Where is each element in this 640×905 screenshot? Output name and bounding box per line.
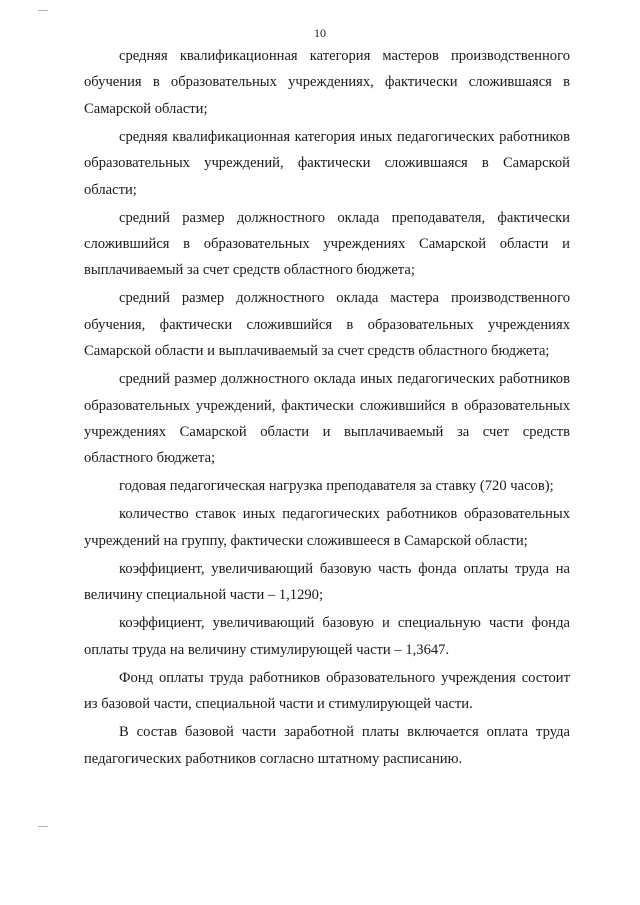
paragraph-stimulating-coefficient: коэффициент, увеличивающий базовую и специальную части фонда оплаты труда на величину стимулирующей части – 1,3647.	[84, 615, 570, 658]
paragraph-special-coefficient: коэффициент, увеличивающий базовую часть фонда оплаты труда на величину специальной части – 1,1290;	[84, 560, 570, 604]
paragraph-teacher-salary: средний размер должностного оклада преподавателя, фактически сложившийся в образовательных учреждениях Самарской области и выплачиваемый за счет средств областного бюджета;	[84, 209, 570, 279]
document-body	[84, 43, 570, 774]
scan-margin-mark	[38, 826, 48, 827]
paragraph-annual-load: годовая педагогическая нагрузка преподавателя за ставку (720 часов);	[119, 478, 554, 495]
paragraph-other-staff-category: средняя квалификационная категория иных педагогических работников образовательных учреждений, фактически сложившаяся в Самарской области;	[84, 128, 570, 198]
paragraph-masters-category: средняя квалификационная категория мастеров производственного обучения в образовательных учреждениях, фактически сложившаяся в Самарской области;	[84, 48, 570, 117]
paragraph-staff-rates: количество ставок иных педагогических работников образовательных учреждений на группу, фактически сложившееся в Самарской области;	[84, 506, 570, 549]
page-number: 10	[314, 26, 326, 40]
paragraph-payroll-fund: Фонд оплаты труда работников образовательного учреждения состоит из базовой части, специальной части и стимулирующей части.	[84, 669, 570, 713]
paragraph-base-part: В состав базовой части заработной платы включается оплата труда педагогических работников согласно штатному расписанию.	[84, 724, 570, 767]
paragraph-other-staff-salary: средний размер должностного оклада иных педагогических работников образовательных учреждений, фактически сложившийся в образовательных учреждениях Самарской области и выплачиваемый за счет средств областного бюджета;	[84, 371, 570, 467]
scan-margin-mark	[38, 10, 48, 11]
paragraph-master-salary: средний размер должностного оклада мастера производственного обучения, фактически сложившийся в образовательных учреждениях Самарской области и выплачиваемый за счет средств областного бюджета;	[84, 290, 570, 360]
